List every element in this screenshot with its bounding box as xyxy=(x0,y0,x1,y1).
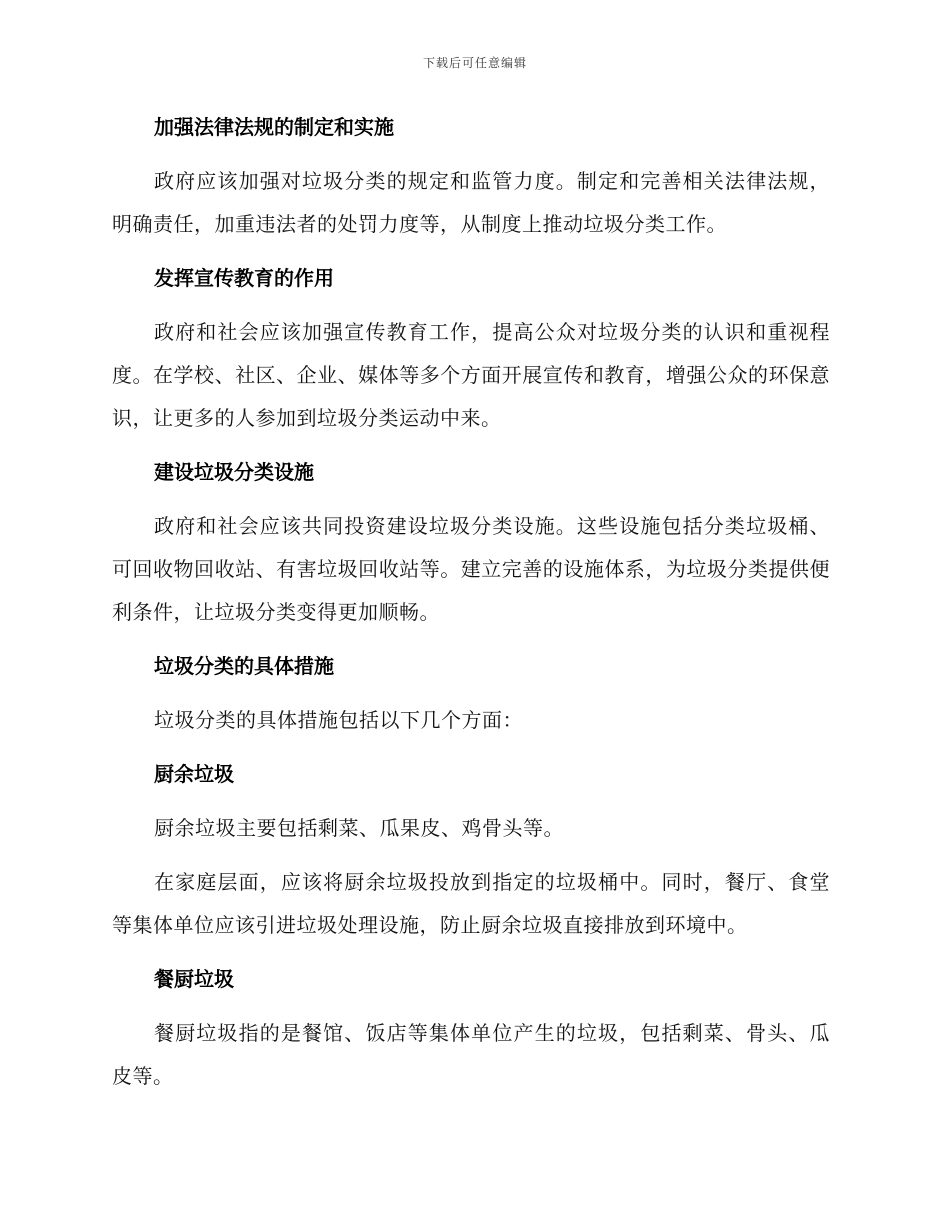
paragraph: 政府应该加强对垃圾分类的规定和监管力度。制定和完善相关法律法规，明确责任，加重违法者的处罚力度等，从制度上推动垃圾分类工作。 xyxy=(112,169,830,236)
section-heading: 垃圾分类的具体措施 xyxy=(154,654,334,678)
page-header-note: 下载后可任意编辑 xyxy=(422,56,527,70)
section-heading: 餐厨垃圾 xyxy=(154,967,234,991)
section-heading: 发挥宣传教育的作用 xyxy=(154,266,334,290)
paragraph: 在家庭层面，应该将厨余垃圾投放到指定的垃圾桶中。同时，餐厅、食堂等集体单位应该引进垃圾处理设施，防止厨余垃圾直接排放到环境中。 xyxy=(112,870,830,937)
section-heading: 建设垃圾分类设施 xyxy=(154,460,314,484)
section-heading: 厨余垃圾 xyxy=(154,762,234,786)
paragraph: 垃圾分类的具体措施包括以下几个方面： xyxy=(154,708,523,732)
paragraph: 餐厨垃圾指的是餐馆、饭店等集体单位产生的垃圾，包括剩菜、骨头、瓜皮等。 xyxy=(112,1021,830,1088)
document-body xyxy=(112,106,830,1109)
paragraph: 政府和社会应该加强宣传教育工作，提高公众对垃圾分类的认识和重视程度。在学校、社区、企业、媒体等多个方面开展宣传和教育，增强公众的环保意识，让更多的人参加到垃圾分类运动中来。 xyxy=(112,320,830,430)
paragraph: 政府和社会应该共同投资建设垃圾分类设施。这些设施包括分类垃圾桶、可回收物回收站、有害垃圾回收站等。建立完善的设施体系，为垃圾分类提供便利条件，让垃圾分类变得更加顺畅。 xyxy=(112,514,830,624)
section-heading: 加强法律法规的制定和实施 xyxy=(154,115,394,139)
paragraph: 厨余垃圾主要包括剩菜、瓜果皮、鸡骨头等。 xyxy=(154,816,564,840)
